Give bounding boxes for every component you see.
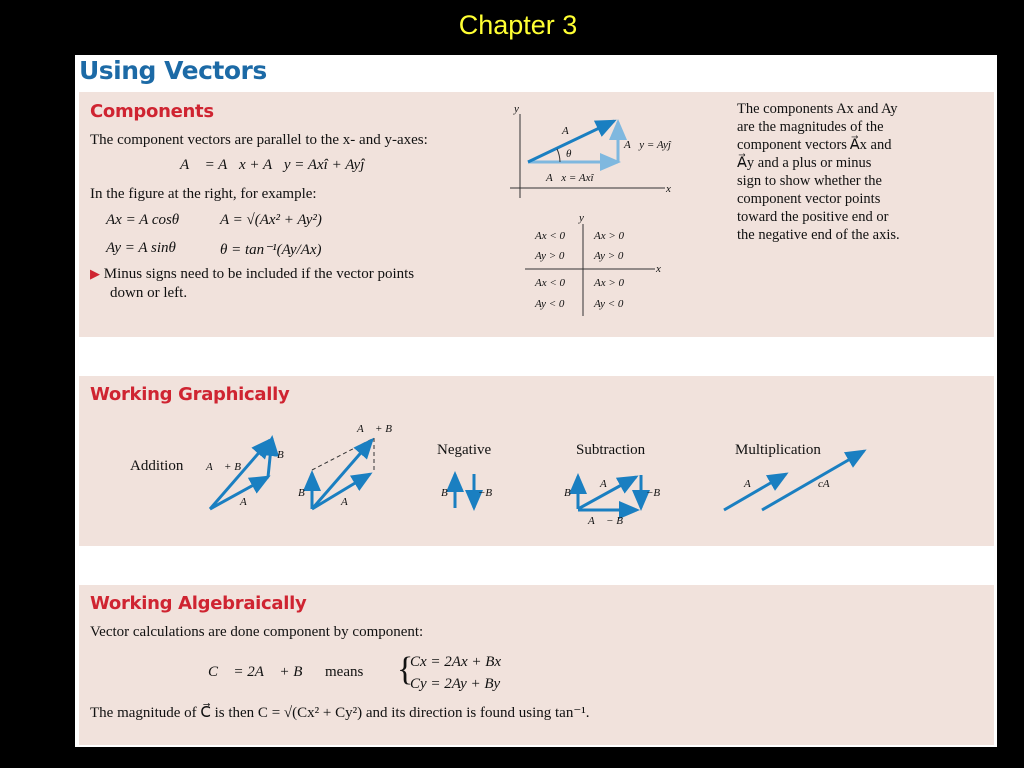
note-line1-text: Minus signs need to be included if the vector points (103, 266, 415, 282)
side-text-line: sign to show whether the (737, 173, 882, 189)
equation-theta: θ = tan⁻¹(Ay/Ax) (220, 242, 322, 258)
multiplication-ca-label: cA⃗ (818, 478, 839, 490)
note-line2: down or left. (110, 285, 188, 301)
quad1-ay: Ay > 0 (594, 250, 624, 262)
addition-a-label: A⃗ (240, 496, 256, 508)
copyright-notice: Copyright © 2008 Pearson Education, Inc., publishing as Pearson Addison-Wesley. (78, 752, 372, 761)
side-text-line: The components Ax and Ay (737, 101, 898, 117)
equation-ax: Ax = A cosθ (106, 212, 180, 228)
quad3-ay: Ay < 0 (535, 298, 565, 310)
fig-ay-label: A⃗y = Ayĵ (624, 139, 671, 151)
fig-vector-label: A⃗ (562, 125, 578, 137)
equation-c: C⃗ = 2A⃗ + B⃗ (208, 664, 315, 680)
quad3-ax: Ax < 0 (535, 277, 566, 289)
graphical-title: Working Graphically (90, 384, 290, 405)
quad-x-axis-label: x (656, 263, 661, 275)
negative-label: Negative (437, 442, 492, 458)
parallelogram-b-label: B⃗ (298, 487, 314, 499)
algebraic-line1: Vector calculations are done component by component: (90, 624, 424, 640)
addition-label: Addition (130, 458, 184, 474)
quad-y-axis-label: y (579, 212, 584, 224)
side-text-line: the negative end of the axis. (737, 227, 900, 243)
negative-neg-b-label: −B⃗ (478, 487, 501, 499)
equation-ay: Ay = A sinθ (106, 240, 176, 256)
quad4-ax: Ax > 0 (594, 277, 625, 289)
addition-b-label: B⃗ (277, 449, 293, 461)
addition-sum-label: A⃗ + B⃗ (206, 461, 250, 473)
negative-b-label: B⃗ (441, 487, 457, 499)
triangle-bullet-icon: ▶ (90, 266, 100, 281)
fig-x-axis-label: x (666, 183, 671, 195)
equation-magnitude: A = √(Ax² + Ay²) (220, 212, 322, 228)
subtraction-a-label: A⃗ (600, 478, 616, 490)
subtraction-diff-label: A⃗ − B⃗ (588, 515, 632, 527)
subtraction-b-label: B⃗ (564, 487, 580, 499)
algebraic-line2-pre: The magnitude of C⃗ is then C = √(Cx² + Cy²) (90, 705, 363, 721)
slide-title: Chapter 3 (458, 10, 578, 40)
fig-ax-label: A⃗x = Axî (546, 172, 594, 184)
brace-icon: { (397, 651, 414, 688)
fig-theta-label: θ (566, 148, 572, 160)
quad2-ay: Ay > 0 (535, 250, 565, 262)
equation-cx: Cx = 2Ax + Bx (410, 654, 502, 670)
side-text-line: toward the positive end or (737, 209, 889, 225)
side-text-line: A⃗y and a plus or minus (737, 155, 872, 171)
components-equation: A⃗ = A⃗x + A⃗y = Axî + Ayĵ (180, 157, 365, 173)
components-line1: The component vectors are parallel to the x- and y-axes: (90, 132, 428, 148)
parallelogram-sum-label: A⃗ + B⃗ (357, 423, 401, 435)
side-text-line: are the magnitudes of the (737, 119, 884, 135)
page-heading: Using Vectors (79, 56, 267, 85)
quad1-ax: Ax > 0 (594, 230, 625, 242)
algebraic-line2 (90, 703, 589, 722)
multiplication-label: Multiplication (735, 442, 821, 458)
algebraic-title: Working Algebraically (90, 593, 307, 614)
components-line2: In the figure at the right, for example: (90, 186, 317, 202)
means-label: means (325, 664, 364, 680)
multiplication-a-label: A⃗ (744, 478, 760, 490)
side-text-line: component vectors A⃗x and (737, 137, 892, 153)
subtraction-label: Subtraction (576, 442, 646, 458)
components-title: Components (90, 101, 214, 122)
parallelogram-a-label: A⃗ (341, 496, 357, 508)
fig-y-axis-label: y (514, 103, 519, 115)
algebraic-line2-post: and its direction is found using tan⁻¹. (365, 705, 590, 721)
quad4-ay: Ay < 0 (594, 298, 624, 310)
equation-cy: Cy = 2Ay + By (410, 676, 501, 692)
subtraction-neg-b-label: −B⃗ (646, 487, 669, 499)
quad2-ax: Ax < 0 (535, 230, 566, 242)
side-text-line: component vector points (737, 191, 881, 207)
negative-vectors (455, 474, 474, 508)
